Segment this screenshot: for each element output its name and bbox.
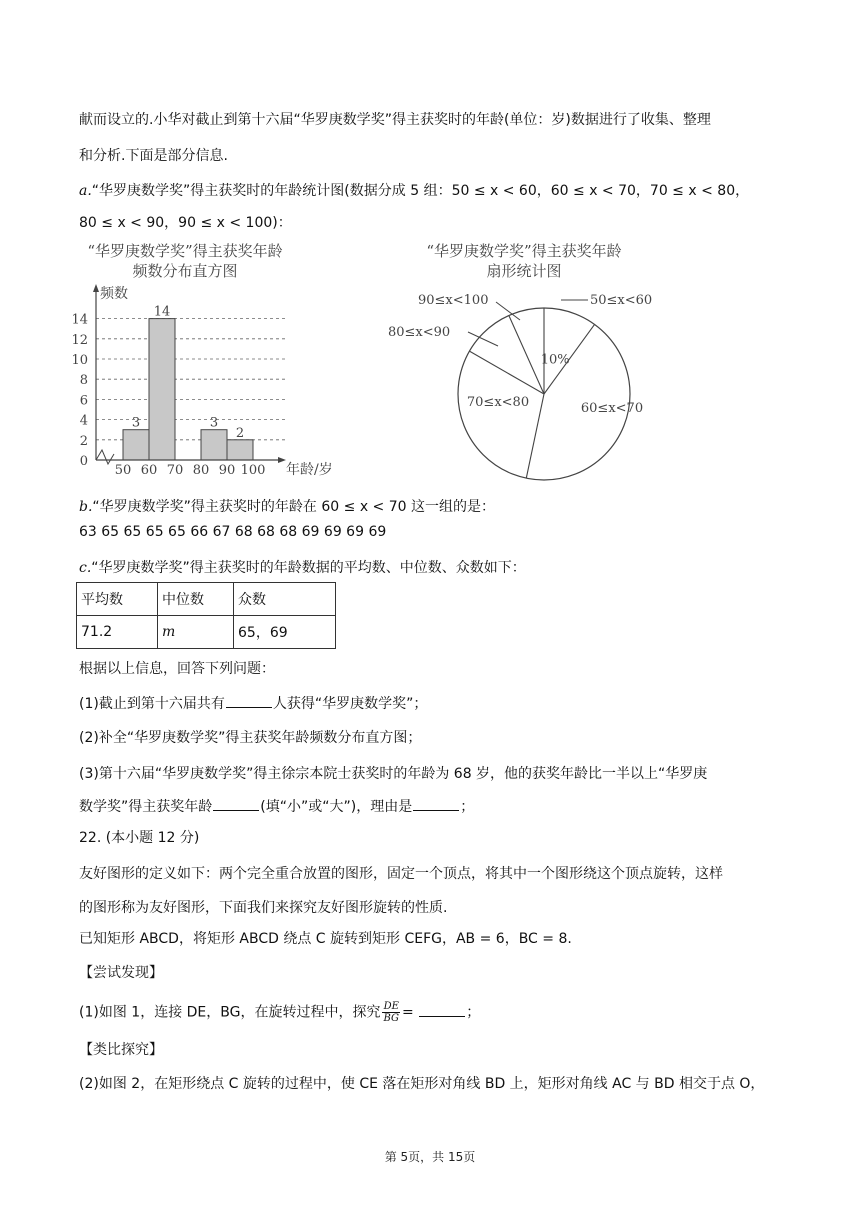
pie-title: “华罗庚数学奖”得主获奖年龄	[426, 242, 622, 260]
answer-blank-4[interactable]	[419, 1002, 465, 1017]
item-b-line	[79, 497, 495, 517]
item-c-label: c.	[79, 560, 92, 576]
histogram-chart	[60, 238, 380, 482]
item-a-line-2: 80 ≤ x < 90，90 ≤ x < 100)：	[79, 215, 292, 231]
item-c-line	[79, 558, 526, 578]
section-try: 【尝试发现】	[79, 965, 163, 981]
questions-lead: 根据以上信息，回答下列问题：	[79, 661, 275, 677]
pie-slices	[466, 308, 594, 478]
stats-header-mode: 众数	[234, 583, 336, 616]
histogram-bars	[123, 319, 253, 460]
question-1-text-a: (1)截止到第十六届共有	[79, 696, 225, 712]
answer-blank-1[interactable]	[226, 693, 272, 708]
y-tick-label: 10	[71, 353, 88, 368]
intro-line-1: 献而设立的.小华对截止到第十六届“华罗庚数学奖”得主获奖时的年龄(单位：岁)数据进行了收集、整理	[79, 112, 711, 128]
item-a-line-1	[79, 181, 749, 201]
x-tick-label: 70	[166, 463, 184, 478]
pie-chart	[380, 238, 680, 482]
item-b-data: 63 65 65 65 65 66 67 68 68 68 69 69 69 69	[79, 524, 387, 540]
pie-slice-label: 70≤x<80	[466, 395, 530, 410]
item-a-text: “华罗庚数学奖”得主获奖时的年龄统计图(数据分成 5 组：50 ≤ x < 60，60 ≤ x < 70，70 ≤ x < 80，	[91, 183, 750, 199]
problem-22-given: 已知矩形 ABCD，将矩形 ABCD 绕点 C 旋转到矩形 CEFG，AB = 6，BC = 8.	[79, 931, 572, 947]
section-analogy: 【类比探究】	[79, 1042, 163, 1058]
x-tick-label: 50	[114, 463, 132, 478]
question-3-line-1: (3)第十六届“华罗庚数学奖”得主徐宗本院士获奖时的年龄为 68 岁，他的获奖年龄比一半以上“华罗庚	[79, 766, 708, 782]
stats-value-mode: 65，69	[234, 616, 336, 649]
histogram-axis-break	[96, 450, 114, 464]
bar-value-label: 3	[209, 415, 219, 431]
histogram-y-ticks	[71, 313, 88, 469]
y-tick-label: 2	[79, 433, 88, 449]
histogram-x-label: 年龄/岁	[286, 462, 333, 478]
histogram-y-arrow	[93, 284, 99, 292]
ratio-fraction	[382, 1001, 400, 1024]
item-a-label: a.	[79, 183, 92, 199]
histogram-subtitle: 频数分布直方图	[132, 262, 238, 280]
problem-22-part-1	[79, 1001, 480, 1024]
x-tick-label: 80	[192, 463, 210, 478]
pie-slice-label: 90≤x<100	[418, 293, 489, 308]
histogram-x-arrow	[278, 457, 286, 463]
histogram-bar	[201, 430, 227, 460]
part-1-equals: =	[402, 1004, 414, 1021]
stats-value-mean: 71.2	[77, 616, 158, 649]
item-b-text: “华罗庚数学奖”得主获奖时的年龄在 60 ≤ x < 70 这一组的是：	[92, 499, 496, 515]
stats-header-mean: 平均数	[77, 583, 158, 616]
histogram-grid	[96, 319, 285, 440]
question-3-line-2	[79, 796, 474, 817]
fraction-denominator: BG	[383, 1013, 400, 1024]
pie-slice-label: 60≤x<70	[580, 401, 644, 416]
problem-22-part-2: (2)如图 2，在矩形绕点 C 旋转的过程中，使 CE 落在矩形对角线 BD 上，矩形对角线 AC 与 BD 相交于点 O，	[79, 1076, 765, 1092]
question-1	[79, 693, 427, 714]
pie-slice-edge	[469, 351, 544, 394]
x-tick-label: 100	[240, 463, 266, 478]
y-tick-label: 6	[79, 393, 88, 409]
item-b-label: b.	[79, 499, 93, 515]
pie-slice-label: 50≤x<60	[590, 293, 653, 308]
part-1-end: ；	[466, 1004, 481, 1021]
x-tick-label: 90	[218, 463, 236, 478]
problem-22-def-1: 友好图形的定义如下：两个完全重合放置的图形，固定一个顶点，将其中一个图形绕这个顶点旋转，这样	[79, 866, 723, 882]
pie-subtitle: 扇形统计图	[486, 262, 562, 280]
bar-value-label: 3	[131, 415, 141, 431]
pie-slice-edge	[509, 316, 544, 394]
pie-slice-label: 80≤x<90	[388, 325, 451, 340]
problem-22-def-2: 的图形称为友好图形，下面我们来探究友好图形旋转的性质.	[79, 900, 448, 916]
question-2: (2)补全“华罗庚数学奖”得主获奖年龄频数分布直方图；	[79, 730, 422, 746]
x-tick-label: 60	[140, 463, 158, 478]
y-tick-label: 0	[79, 454, 88, 469]
stats-header-median: 中位数	[158, 583, 234, 616]
pie-leader-line	[496, 302, 520, 320]
fraction-numerator: DE	[383, 1001, 399, 1012]
y-tick-label: 8	[79, 373, 88, 389]
bar-value-label: 2	[235, 425, 245, 441]
histogram-bar	[149, 319, 175, 460]
stats-value-row	[77, 616, 336, 649]
item-c-text: “华罗庚数学奖”得主获奖时的年龄数据的平均数、中位数、众数如下：	[91, 560, 526, 576]
page-footer: 第 5页，共 15页	[384, 1150, 476, 1164]
histogram-y-label: 频数	[100, 286, 128, 302]
question-3-text-b: (填“小”或“大”)，理由是	[260, 799, 413, 815]
part-1-text: (1)如图 1，连接 DE，BG，在旋转过程中，探究	[79, 1004, 381, 1021]
y-tick-label: 12	[71, 332, 88, 348]
stats-table	[76, 582, 336, 649]
histogram-x-ticks	[115, 463, 266, 478]
question-1-text-b: 人获得“华罗庚数学奖”；	[272, 696, 428, 712]
histogram-bar	[123, 430, 149, 460]
y-tick-label: 4	[79, 413, 88, 429]
bar-value-label: 14	[153, 304, 171, 320]
pie-percent-label: 10%	[540, 352, 570, 368]
histogram-title: “华罗庚数学奖”得主获奖年龄	[87, 242, 283, 260]
stats-header-row	[77, 583, 336, 616]
stats-value-median: m	[158, 616, 234, 649]
question-3-text-a: 数学奖”得主获奖年龄	[79, 799, 213, 815]
answer-blank-3[interactable]	[413, 796, 459, 811]
problem-22-heading: 22. (本小题 12 分)	[79, 830, 200, 846]
y-tick-label: 14	[71, 312, 88, 328]
intro-line-2: 和分析.下面是部分信息.	[79, 148, 228, 164]
histogram-bar	[227, 440, 253, 460]
question-3-text-c: ；	[460, 799, 475, 815]
answer-blank-2[interactable]	[213, 796, 259, 811]
